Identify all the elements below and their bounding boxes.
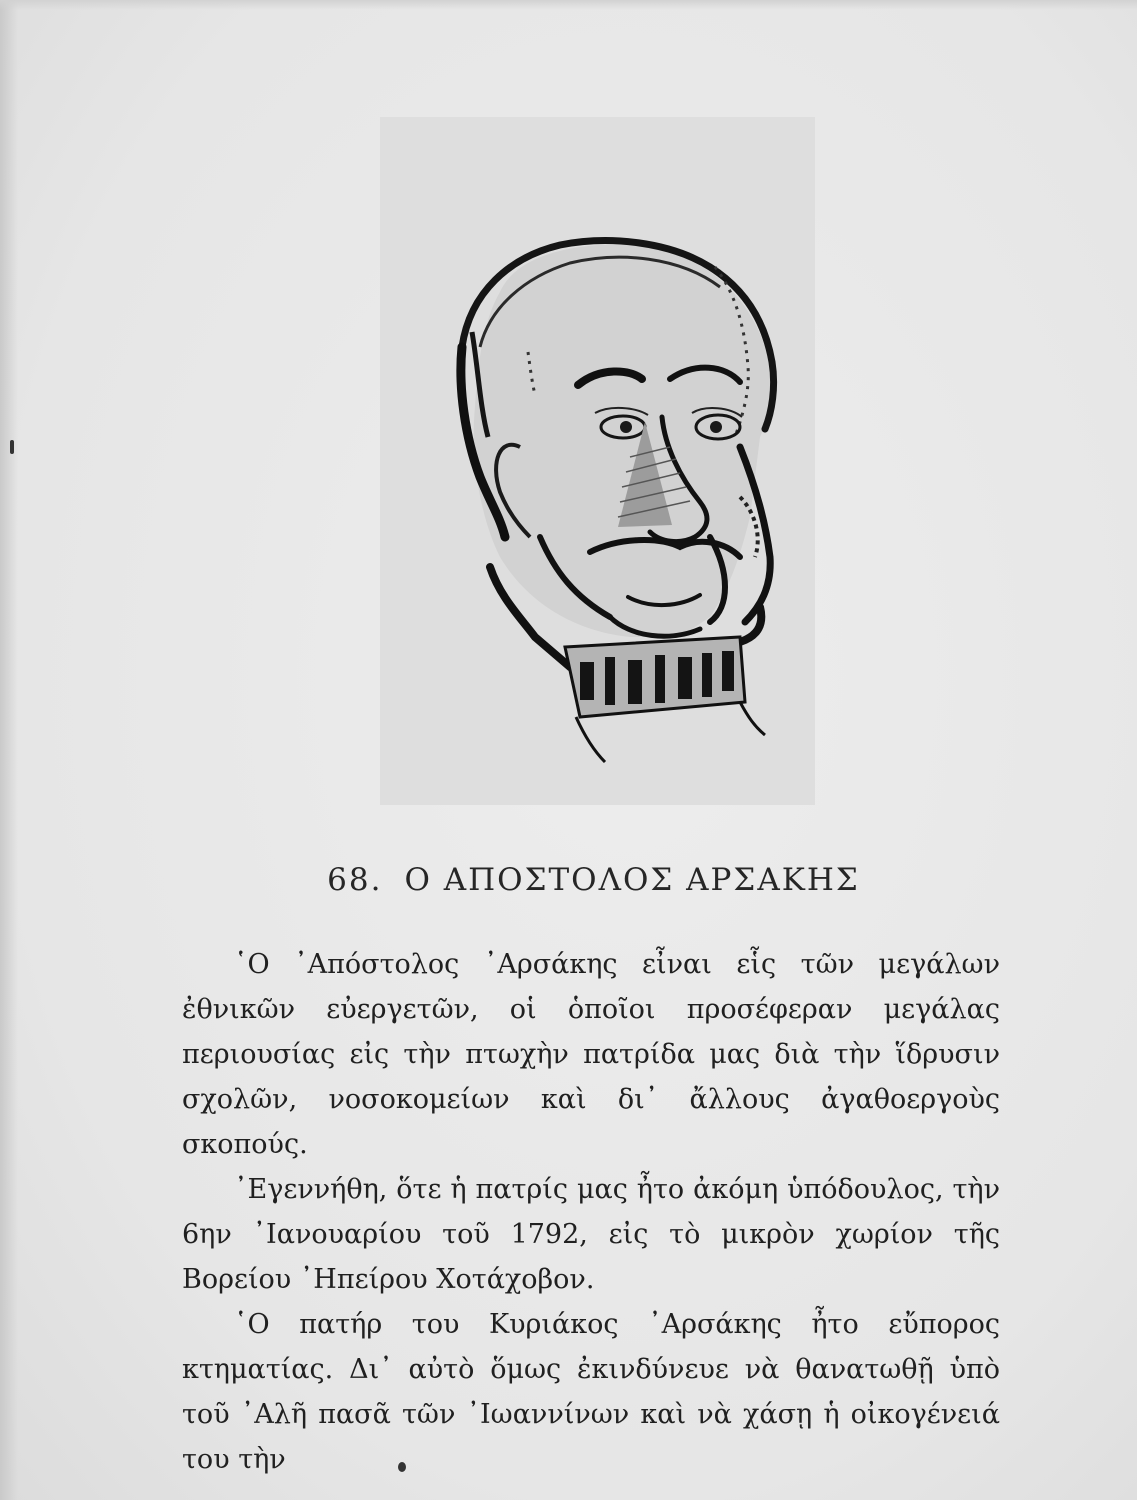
chapter-title: Ο ΑΠΟΣΤΟΛΟΣ ΑΡΣΑΚΗΣ [404,862,860,898]
paragraph-2: ᾿Εγεννήθη, ὅτε ἡ πατρίς μας ἦτο ἀκόμη ὑπόδουλος, τὴν 6ην ᾿Ιανουαρίου τοῦ 1792, εἰς τὸ μικρὸν χωρίον τῆς Βορείου ᾿Ηπείρου Χοτάχοβον. [182,1174,1000,1295]
page-top-shadow [0,0,1137,10]
chapter-body [182,942,1000,1482]
chapter-number: 68. [327,862,383,898]
chapter-heading [0,862,1137,898]
print-speck [398,1462,406,1472]
portrait-illustration [380,117,815,805]
portrait-drawing [380,117,815,805]
page-spine-shadow [0,0,18,1500]
paragraph-1: ῾Ο ᾿Απόστολος ᾿Αρσάκης εἶναι εἷς τῶν μεγάλων ἐθνικῶν εὐεργετῶν, οἱ ὁποῖοι προσέφεραν μεγάλας περιουσίας εἰς τὴν πτωχὴν πατρίδα μας διὰ τὴν ἵδρυσιν σχολῶν, νοσοκομείων καὶ δι᾿ ἄλλους ἀγαθοεργοὺς σκοπούς. [182,949,1000,1160]
print-speck [10,440,14,454]
paragraph-3: ῾Ο πατήρ του Κυριάκος ᾿Αρσάκης ἦτο εὔπορος κτηματίας. Δι᾿ αὐτὸ ὅμως ἐκινδύνευε νὰ θανατωθῇ ὑπὸ τοῦ ᾿Αλῆ πασᾶ τῶν ᾿Ιωαννίνων καὶ νὰ χάσῃ ἡ οἰκογένειά του τὴν [182,1309,1000,1475]
